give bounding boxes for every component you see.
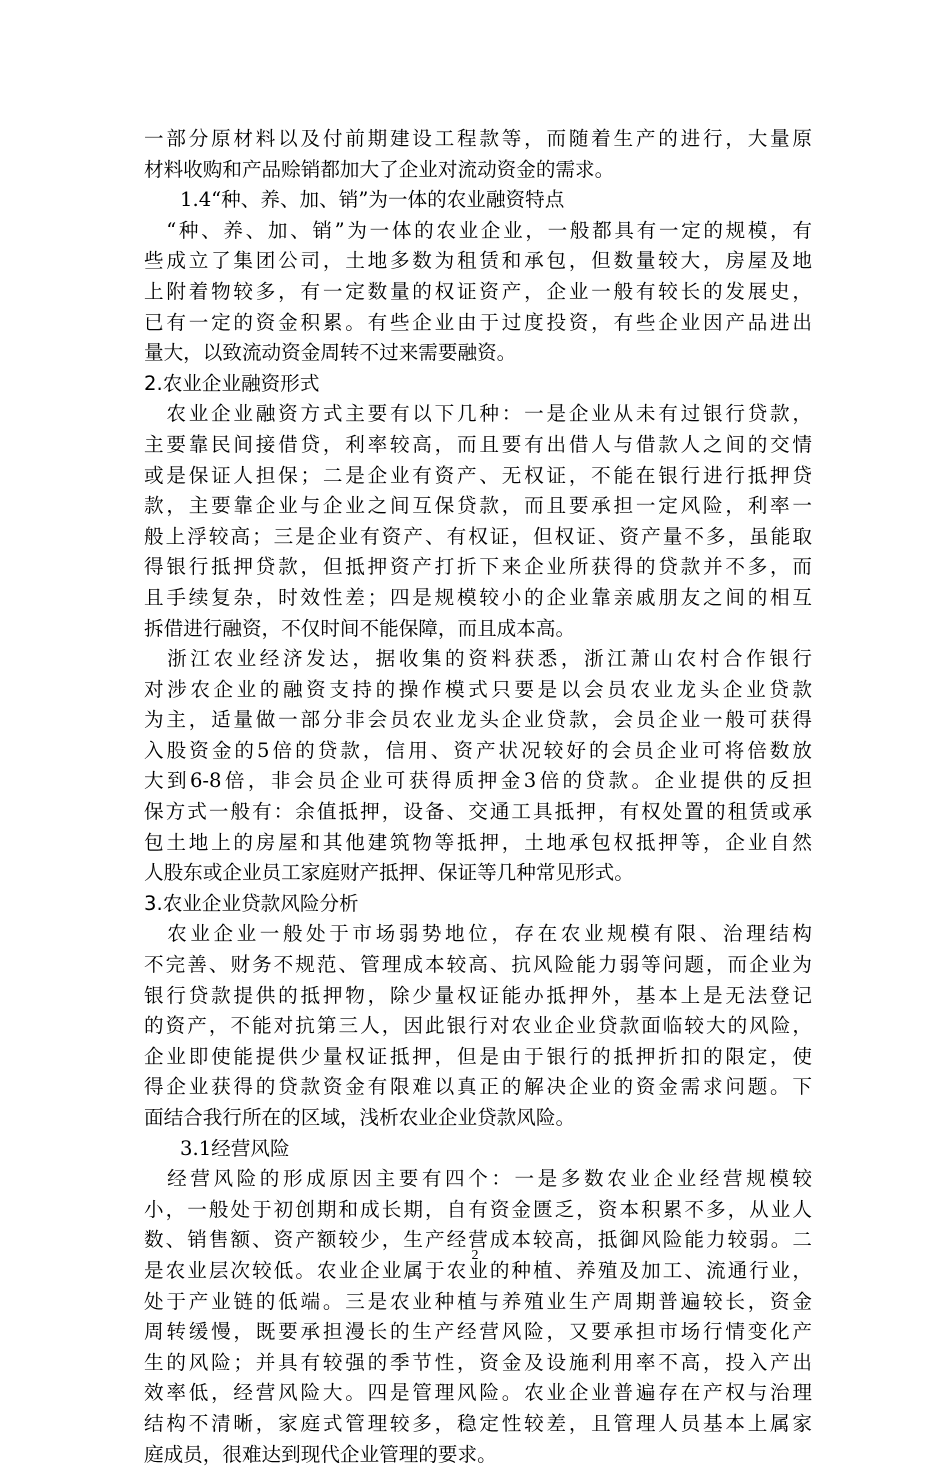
text-line: 农业企业一般处于市场弱势地位，存在农业规模有限、治理结构	[144, 922, 812, 946]
text-line: 款，主要靠企业与企业之间互保贷款，而且要承担一定风险，利率一	[144, 494, 812, 518]
text-line: 得银行抵押贷款，但抵押资产打折下来企业所获得的贷款并不多，而	[144, 555, 812, 579]
text-line: 般上浮较高；三是企业有资产、有权证，但权证、资产量不多，虽能取	[144, 524, 812, 548]
text-line: 不完善、财务不规范、管理成本较高、抗风险能力弱等问题，而企业为	[144, 953, 812, 977]
text-line: 主要靠民间接借贷，利率较高，而且要有出借人与借款人之间的交情	[144, 432, 812, 456]
text-line: 大到6-8倍，非会员企业可获得质押金3倍的贷款。企业提供的反担	[144, 769, 812, 793]
text-line: 得企业获得的贷款资金有限难以真正的解决企业的资金需求问题。下	[144, 1075, 812, 1099]
paragraph	[144, 1164, 812, 1470]
text-line: 上附着物较多，有一定数量的权证资产，企业一般有较长的发展史，	[144, 279, 812, 303]
section-heading: 2.农业企业融资形式	[144, 371, 320, 395]
text-line: 为主，适量做一部分非会员农业龙头企业贷款，会员企业一般可获得	[144, 708, 812, 732]
document-body	[144, 124, 812, 1470]
text-line: 人股东或企业员工家庭财产抵押、保证等几种常见形式。	[144, 861, 634, 885]
paragraph	[144, 216, 812, 369]
text-line: 数、销售额、资产额较少，生产经营成本较高，抵御风险能力较弱。二	[144, 1228, 812, 1252]
text-line: 保方式一般有：余值抵押，设备、交通工具抵押，有权处置的租赁或承	[144, 800, 812, 824]
text-line: 材料收购和产品赊销都加大了企业对流动资金的需求。	[144, 157, 615, 181]
page-number: 2	[471, 1248, 479, 1263]
text-line: 一部分原材料以及付前期建设工程款等，而随着生产的进行，大量原	[144, 127, 812, 150]
text-line: 或是保证人担保；二是企业有资产、无权证，不能在银行进行抵押贷	[144, 463, 812, 487]
text-line: 企业即使能提供少量权证抵押，但是由于银行的抵押折扣的限定，使	[144, 1044, 812, 1068]
text-line: 周转缓慢，既要承担漫长的生产经营风险，又要承担市场行情变化产	[144, 1320, 812, 1344]
paragraph	[144, 644, 812, 889]
text-line: “种、养、加、销”为一体的农业企业，一般都具有一定的规模，有	[144, 218, 812, 242]
text-line: 银行贷款提供的抵押物，除少量权证能办抵押外，基本上是无法登记	[144, 983, 812, 1007]
text-line: 入股资金的5倍的贷款，信用、资产状况较好的会员企业可将倍数放	[144, 738, 812, 762]
subsection-heading: 3.1经营风险	[180, 1136, 290, 1160]
paragraph	[144, 124, 812, 185]
text-line: 些成立了集团公司，土地多数为租赁和承包，但数量较大，房屋及地	[144, 249, 812, 273]
text-line: 拆借进行融资，不仅时间不能保障，而且成本高。	[144, 616, 576, 640]
text-line: 包土地上的房屋和其他建筑物等抵押，土地承包权抵押等，企业自然	[144, 830, 812, 854]
paragraph	[144, 919, 812, 1133]
text-line: 量大，以致流动资金周转不过来需要融资。	[144, 341, 517, 365]
text-line: 且手续复杂，时效性差；四是规模较小的企业靠亲戚朋友之间的相互	[144, 585, 812, 609]
text-line: 处于产业链的低端。三是农业种植与养殖业生产周期普遍较长，资金	[144, 1289, 812, 1313]
text-line: 农业企业融资方式主要有以下几种：一是企业从未有过银行贷款，	[144, 402, 812, 426]
text-line: 结构不清晰，家庭式管理较多，稳定性较差，且管理人员基本上属家	[144, 1411, 812, 1435]
text-line: 经营风险的形成原因主要有四个：一是多数农业企业经营规模较	[144, 1167, 812, 1191]
text-line: 面结合我行所在的区域，浅析农业企业贷款风险。	[144, 1106, 576, 1129]
subsection-heading: 1.4“种、养、加、销”为一体的农业融资特点	[180, 188, 565, 212]
text-line: 对涉农企业的融资支持的操作模式只要是以会员农业龙头企业贷款	[144, 677, 812, 701]
text-line: 效率低，经营风险大。四是管理风险。农业企业普遍存在产权与治理	[144, 1381, 812, 1405]
paragraph	[144, 399, 812, 644]
text-line: 浙江农业经济发达，据收集的资料获悉，浙江萧山农村合作银行	[144, 647, 812, 671]
section-heading: 3.农业企业贷款风险分析	[144, 891, 359, 915]
text-line: 的资产，不能对抗第三人，因此银行对农业企业贷款面临较大的风险，	[144, 1014, 812, 1038]
text-line: 生的风险；并具有较强的季节性，资金及设施利用率不高，投入产出	[144, 1350, 812, 1374]
text-line: 小，一般处于初创期和成长期，自有资金匮乏，资本积累不多，从业人	[144, 1197, 812, 1221]
text-line: 是农业层次较低。农业企业属于农业的种植、养殖及加工、流通行业，	[144, 1258, 812, 1282]
text-line: 庭成员，很难达到现代企业管理的要求。	[144, 1442, 497, 1466]
text-line: 已有一定的资金积累。有些企业由于过度投资，有些企业因产品进出	[144, 310, 812, 334]
